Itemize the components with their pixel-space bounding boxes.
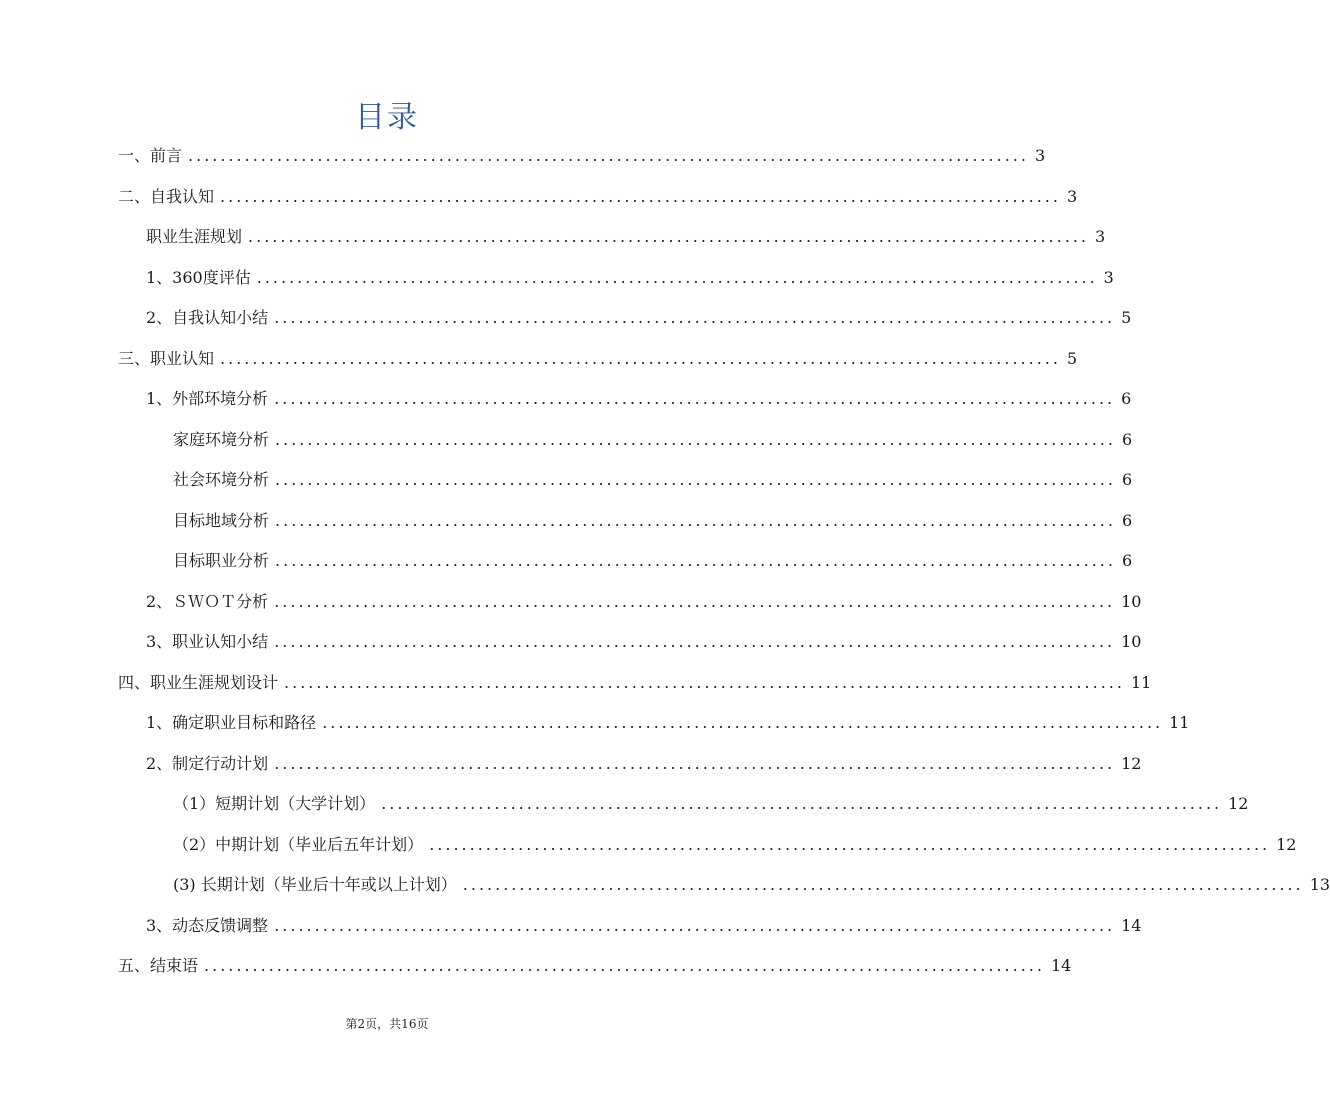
toc-entry[interactable] xyxy=(118,954,1072,978)
toc-entry[interactable] xyxy=(146,752,1142,776)
toc-label: 职业生涯规划设计 xyxy=(150,673,279,692)
toc-page-number: 12 xyxy=(1228,794,1249,813)
toc-page-number: 10 xyxy=(1121,592,1142,611)
toc-entry[interactable] xyxy=(146,711,1190,735)
toc-entry[interactable] xyxy=(173,792,1249,816)
toc-page-number: 6 xyxy=(1121,511,1133,530)
toc-label: 前言 xyxy=(150,146,183,165)
leader-dots: ........................................................................................................ xyxy=(204,956,1045,975)
toc-label: 2、制定行动计划 xyxy=(146,754,269,773)
toc-label: 3、动态反馈调整 xyxy=(146,916,269,935)
toc-page-number: 3 xyxy=(1034,146,1046,165)
page-footer: 第2页，共16页 xyxy=(345,1017,429,1031)
page-title: 目录 xyxy=(355,100,419,135)
toc-page-number: 3 xyxy=(1066,187,1078,206)
leader-dots: ........................................................................................................ xyxy=(220,349,1061,368)
toc-label: 结束语 xyxy=(150,956,199,975)
toc-entry[interactable] xyxy=(146,306,1132,330)
toc-number: 一、 xyxy=(118,146,151,165)
toc-page-number: 5 xyxy=(1066,349,1078,368)
toc-entry[interactable] xyxy=(173,833,1297,857)
toc-page-number: 14 xyxy=(1121,916,1142,935)
toc-page-number: 6 xyxy=(1121,470,1133,489)
toc-entry[interactable] xyxy=(173,873,1330,897)
toc-label: 目标地域分析 xyxy=(173,511,270,530)
toc-page-number: 6 xyxy=(1121,430,1133,449)
toc-page-number: 6 xyxy=(1121,551,1133,570)
toc-entry[interactable] xyxy=(173,468,1133,492)
toc-label: 2、自我认知小结 xyxy=(146,308,269,327)
toc-label: 自我认知 xyxy=(150,187,215,206)
leader-dots: ........................................................................................................ xyxy=(248,227,1089,246)
toc-entry[interactable] xyxy=(118,185,1078,209)
toc-page-number: 5 xyxy=(1121,308,1132,327)
leader-dots: ........................................................................................................ xyxy=(220,187,1061,206)
toc-entry[interactable] xyxy=(173,509,1133,533)
toc-entry[interactable] xyxy=(118,671,1152,695)
toc-label: 2、ＳＷＯＴ分析 xyxy=(146,592,269,611)
toc-label: 家庭环境分析 xyxy=(173,430,270,449)
toc-number: 二、 xyxy=(118,187,151,206)
toc-label: 目标职业分析 xyxy=(173,551,270,570)
toc-page-number: 13 xyxy=(1309,875,1330,894)
leader-dots: ........................................................................................................ xyxy=(188,146,1029,165)
toc-entry[interactable] xyxy=(118,144,1046,168)
toc-number: 四、 xyxy=(118,673,151,692)
toc-label: 3、职业认知小结 xyxy=(146,632,269,651)
toc-page-number: 11 xyxy=(1169,713,1190,732)
leader-dots: ........................................................................................................ xyxy=(275,430,1116,449)
toc-entry[interactable] xyxy=(118,347,1078,371)
leader-dots: ........................................................................................................ xyxy=(274,308,1116,327)
toc-label: （2）中期计划（毕业后五年计划） xyxy=(173,835,424,854)
toc-page-number: 3 xyxy=(1103,268,1114,287)
toc-label: 1、确定职业目标和路径 xyxy=(146,713,317,732)
toc-label: 职业认知 xyxy=(150,349,215,368)
leader-dots: ........................................................................................................ xyxy=(275,470,1116,489)
leader-dots: ........................................................................................................ xyxy=(275,551,1116,570)
toc-page-number: 11 xyxy=(1130,673,1152,692)
toc-page-number: 14 xyxy=(1050,956,1072,975)
leader-dots: ........................................................................................................ xyxy=(322,713,1164,732)
toc-entry[interactable] xyxy=(173,428,1133,452)
toc-entry[interactable] xyxy=(173,549,1133,573)
toc-page-number: 10 xyxy=(1121,632,1142,651)
toc-entry[interactable] xyxy=(146,266,1114,290)
toc-label: 1、360度评估 xyxy=(146,268,251,287)
toc-label: 社会环境分析 xyxy=(173,470,270,489)
toc-page-number: 6 xyxy=(1121,389,1132,408)
toc-entry[interactable] xyxy=(146,590,1142,614)
leader-dots: ........................................................................................................ xyxy=(274,754,1116,773)
leader-dots: ........................................................................................................ xyxy=(274,389,1116,408)
leader-dots: ........................................................................................................ xyxy=(429,835,1271,854)
toc-entry[interactable] xyxy=(146,630,1142,654)
leader-dots: ........................................................................................................ xyxy=(275,511,1116,530)
toc-number: 五、 xyxy=(118,956,151,975)
toc-label: (3) 长期计划（毕业后十年或以上计划） xyxy=(173,875,457,894)
leader-dots: ........................................................................................................ xyxy=(462,875,1304,894)
toc-entry[interactable] xyxy=(146,914,1142,938)
leader-dots: ........................................................................................................ xyxy=(274,632,1116,651)
toc-label: 1、外部环境分析 xyxy=(146,389,269,408)
leader-dots: ........................................................................................................ xyxy=(256,268,1098,287)
toc-entry[interactable] xyxy=(146,387,1132,411)
leader-dots: ........................................................................................................ xyxy=(284,673,1125,692)
toc-label: （1）短期计划（大学计划） xyxy=(173,794,376,813)
leader-dots: ........................................................................................................ xyxy=(381,794,1223,813)
toc-page-number: 12 xyxy=(1121,754,1142,773)
toc-page-number: 12 xyxy=(1276,835,1297,854)
leader-dots: ........................................................................................................ xyxy=(274,916,1116,935)
leader-dots: ........................................................................................................ xyxy=(274,592,1116,611)
toc-label: 职业生涯规划 xyxy=(146,227,243,246)
toc-page-number: 3 xyxy=(1094,227,1106,246)
toc-entry[interactable] xyxy=(146,225,1106,249)
toc-number: 三、 xyxy=(118,349,151,368)
